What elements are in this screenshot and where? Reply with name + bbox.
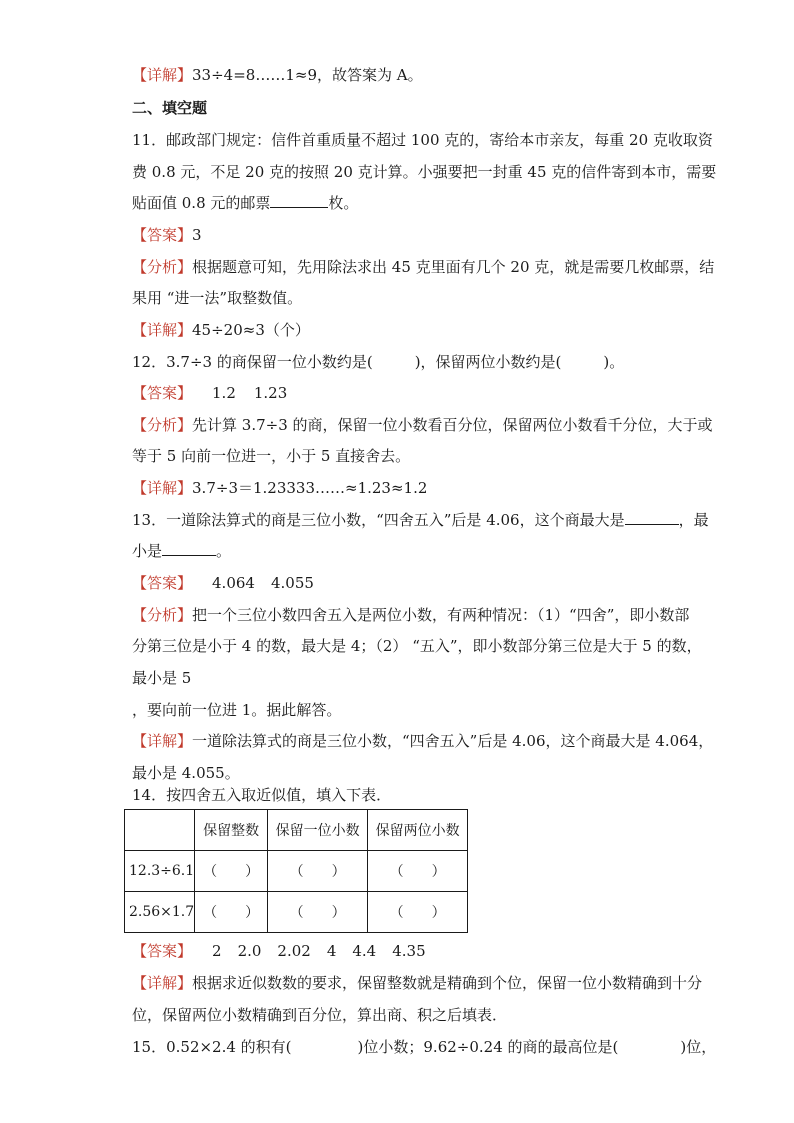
table-cell: 12.3÷6.1 (125, 851, 195, 892)
table-cell: （ ） (195, 892, 268, 933)
question-11-line-3 (132, 192, 358, 214)
question-13-text-c: 小是 (132, 542, 163, 560)
answer-line-q11 (132, 224, 202, 246)
answer-value-1: 2 (212, 942, 222, 960)
answer-value-3: 2.02 (277, 942, 311, 960)
detail-text: 根据求近似数数的要求，保留整数就是精确到个位，保留一位小数精确到十分 (192, 974, 703, 992)
question-15-line (132, 1036, 716, 1058)
answer-blank (625, 510, 679, 525)
table-header-cell (125, 810, 195, 851)
table-header-row (125, 810, 468, 851)
detail-line-q14-2: 位，保留两位小数精确到百分位，算出商、积之后填表． (132, 1006, 508, 1024)
detail-line-q13-2: 最小是 4.055。 (132, 764, 240, 782)
table-row (125, 892, 468, 933)
detail-line-q12 (132, 477, 427, 499)
answer-value-1: 4.064 (212, 574, 255, 592)
answer-line-q12 (132, 382, 287, 404)
question-11-text: 贴面值 0.8 元的邮票 (132, 194, 271, 212)
question-13-line-1 (132, 509, 709, 531)
analysis-text: 先计算 3.7÷3 的商，保留一位小数看百分位，保留两位小数看千分位，大于或 (192, 416, 713, 434)
question-15-text-a: 15．0.52×2.4 的积有( (132, 1038, 292, 1056)
question-12-text-a: 12．3.7÷3 的商保留一位小数约是( (132, 353, 373, 371)
answer-line-q14 (132, 940, 426, 962)
question-12-text-c: )。 (603, 353, 625, 371)
answer-tag: 【答案】 (132, 574, 193, 592)
question-15-text-c: )位， (680, 1038, 717, 1056)
question-13-text-b: ，最 (678, 511, 709, 529)
question-11-line-1: 11．邮政部门规定：信件首重质量不超过 100 克的，寄给本市亲友，每重 20 克收取资 (132, 131, 713, 149)
question-11-line-2: 费 0.8 元，不足 20 克的按照 20 克计算。小强要把一封重 45 克的信件寄到本市，需要 (132, 163, 717, 181)
table-cell: （ ） (268, 851, 368, 892)
rounding-table (124, 809, 468, 933)
answer-blank (162, 541, 216, 556)
answer-value-1: 1.2 (212, 384, 236, 402)
analysis-tag: 【分析】 (132, 606, 193, 624)
table-row (125, 851, 468, 892)
detail-line-q11 (132, 319, 310, 341)
question-13-text-d: 。 (216, 542, 232, 560)
analysis-line-q12 (132, 414, 713, 436)
analysis-line-q12-2: 等于 5 向前一位进一，小于 5 直接舍去。 (132, 447, 411, 465)
answer-value-2: 1.23 (253, 384, 288, 402)
question-14-line: 14．按四舍五入取近似值，填入下表． (132, 786, 392, 804)
detail-text: 45÷20≈3（个） (192, 321, 310, 339)
question-12-text-b: )，保留两位小数约是( (414, 353, 562, 371)
detail-tag: 【详解】 (132, 732, 193, 750)
answer-line-q13 (132, 572, 314, 594)
detail-text: 一道除法算式的商是三位小数，“四舍五入”后是 4.06，这个商最大是 4.064， (192, 732, 714, 750)
answer-tag: 【答案】 (132, 384, 193, 402)
table-header-cell: 保留两位小数 (368, 810, 468, 851)
analysis-line-q13-3: 最小是 5 (132, 669, 192, 687)
question-15-text-b: )位小数；9.62÷0.24 的商的最高位是( (357, 1038, 619, 1056)
answer-value-4: 4 (326, 942, 337, 960)
detail-text: 3.7÷3＝1.23333……≈1.23≈1.2 (192, 479, 428, 497)
table-header-cell: 保留一位小数 (268, 810, 368, 851)
answer-value-6: 4.35 (392, 942, 426, 960)
analysis-line-q13-4: ，要向前一位进 1。据此解答。 (132, 701, 342, 719)
answer-value-5: 4.4 (352, 942, 377, 960)
detail-tag: 【详解】 (132, 321, 193, 339)
answer-tag: 【答案】 (132, 942, 193, 960)
analysis-line-q13 (132, 604, 689, 626)
section-heading: 二、填空题 (132, 99, 208, 117)
analysis-line-q13-2: 分第三位是小于 4 的数，最大是 4；（2） “五入”，即小数部分第三位是大于 5 的数， (132, 637, 702, 655)
detail-tag: 【详解】 (132, 479, 193, 497)
detail-line-q14 (132, 972, 702, 994)
analysis-text: 根据题意可知，先用除法求出 45 克里面有几个 20 克，就是需要几枚邮票，结 (192, 258, 715, 276)
detail-tag: 【详解】 (132, 66, 193, 84)
question-13-text-a: 13．一道除法算式的商是三位小数，“四舍五入”后是 4.06，这个商最大是 (132, 511, 625, 529)
question-13-line-2 (132, 540, 231, 562)
table-cell: （ ） (195, 851, 268, 892)
answer-blank (270, 193, 328, 208)
table-header-cell: 保留整数 (195, 810, 268, 851)
analysis-line-q11 (132, 256, 714, 278)
detail-line-q13 (132, 730, 713, 752)
table-cell: （ ） (368, 851, 468, 892)
detail-tag: 【详解】 (132, 974, 193, 992)
analysis-tag: 【分析】 (132, 416, 193, 434)
detail-text: 33÷4=8……1≈9，故答案为 A。 (192, 66, 423, 84)
answer-value-2: 2.0 (237, 942, 262, 960)
question-12-line (132, 351, 624, 373)
answer-value: 3 (192, 226, 202, 244)
question-11-unit: 枚。 (328, 194, 359, 212)
analysis-text: 把一个三位小数四舍五入是两位小数，有两种情况：（1）“四舍”，即小数部 (192, 606, 690, 624)
analysis-line-q11-2: 果用 “进一法”取整数值。 (132, 289, 303, 307)
table-cell: （ ） (268, 892, 368, 933)
analysis-tag: 【分析】 (132, 258, 193, 276)
answer-tag: 【答案】 (132, 226, 193, 244)
table-cell: 2.56×1.7 (125, 892, 195, 933)
answer-value-2: 4.055 (270, 574, 314, 592)
table-cell: （ ） (368, 892, 468, 933)
detail-line-q10 (132, 64, 423, 86)
